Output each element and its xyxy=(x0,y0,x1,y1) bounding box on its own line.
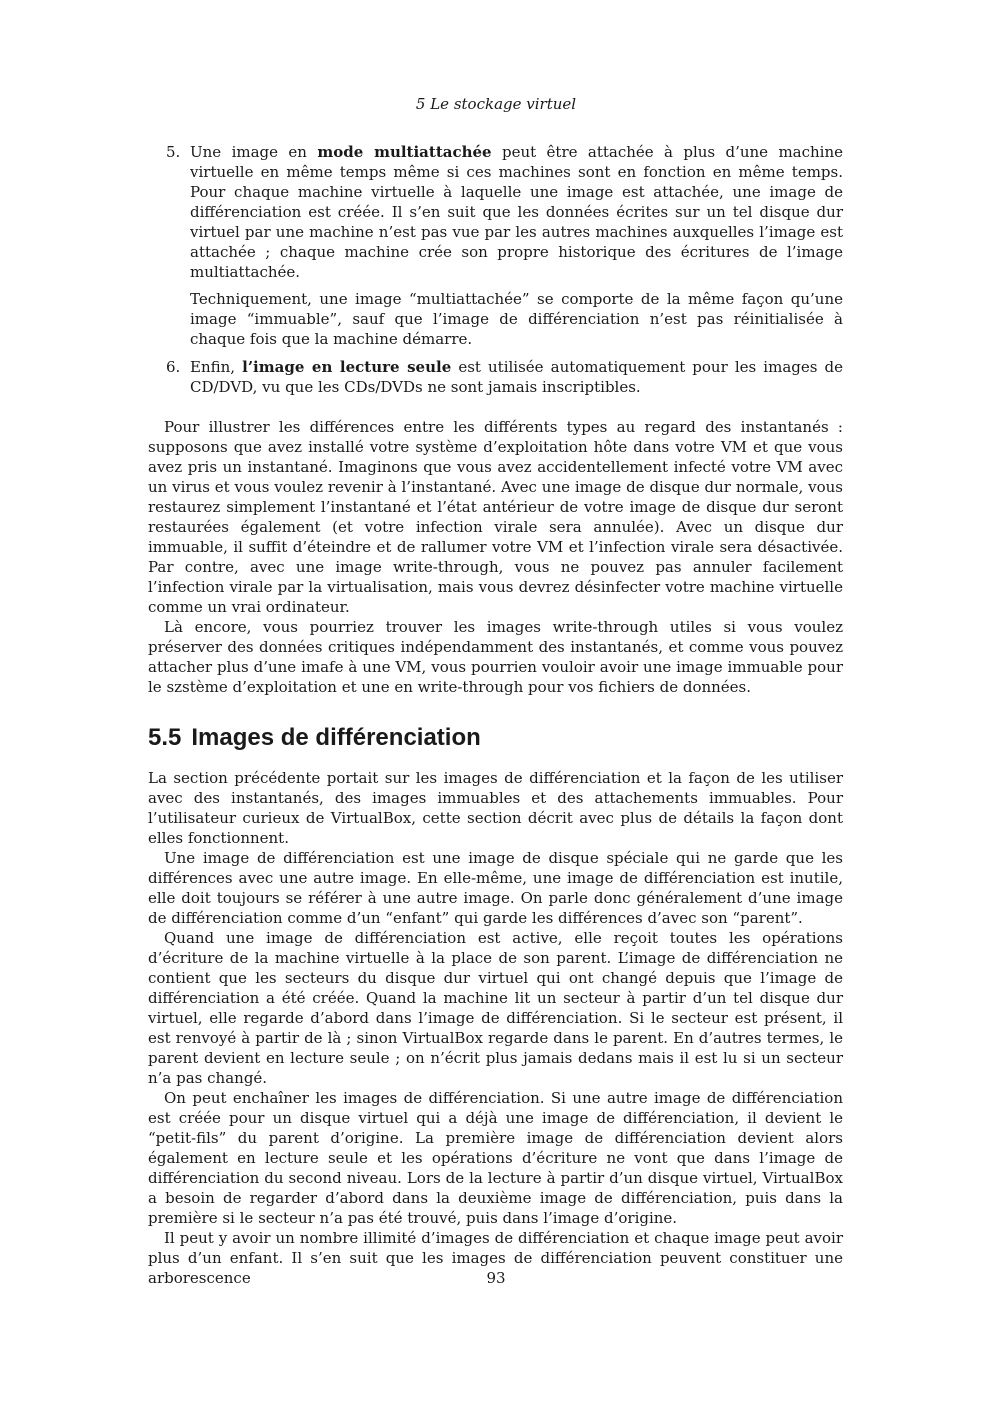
page-body xyxy=(148,142,843,1288)
bold-term: mode multiattachée xyxy=(317,143,492,161)
list-number: 5. xyxy=(166,143,181,161)
list-item-paragraph: Une image en mode multiattachée peut être attachée à plus d’une machine virtuelle en même temps même si ces machines sont en fonction en même temps. Pour chaque machine virtuelle à laquelle une image est attachée, une image de différenciation est créée. Il s’en suit que les données écrites sur un tel disque dur virtuel par une machine n’est pas vue par les autres machines auxquelles l’image est attachée ; chaque machine crée son propre historique des écritures de l’image multiattachée. xyxy=(190,143,844,281)
numbered-list xyxy=(148,142,843,397)
running-header: 5 Le stockage virtuel xyxy=(415,95,577,113)
list-item-paragraph: Enfin, l’image en lecture seule est utilisée automatiquement pour les images de CD/DVD, vu que les CDs/DVDs ne sont jamais inscriptibles. xyxy=(190,358,844,396)
body-paragraph: On peut enchaîner les images de différenciation. Si une autre image de différenciation est créée pour un disque virtuel qui a déjà une image de différenciation, il devient le “petit-fils” du parent d’origine. La première image de différenciation devient alors également en lecture seule et les opérations d’écriture ne vont que dans l’image de différenciation du second niveau. Lors de la lecture à partir d’un disque virtuel, VirtualBox a besoin de regarder d’abord dans la deuxième image de différenciation, puis dans la première si le secteur n’a pas été trouvé, puis dans l’image d’origine. xyxy=(148,1089,843,1227)
body-paragraph: Là encore, vous pourriez trouver les images write-through utiles si vous voulez préserver des données critiques indépendamment des instantanés, et comme vous pouvez attacher plus d’une imafe à une VM, vous pourrien vouloir avoir une image immuable pour le szstème d’exploitation et une en write-through pour vos fichiers de données. xyxy=(148,618,843,696)
body-paragraph: Pour illustrer les différences entre les différents types au regard des instantanés : supposons que avez installé votre système d’exploitation hôte dans votre VM et que vous avez pris un instantané. Imaginons que vous avez accidentellement infecté votre VM avec un virus et vous voulez revenir à l’instantané. Avec une image de disque dur normale, vous restaurez simplement l’instantané et l’état antérieur de votre image de disque dur seront restaurées également (et votre infection virale sera annulée). Avec un disque dur immuable, il suffit d’éteindre et de rallumer votre VM et l’infection virale sera désactivée. Par contre, avec une image write-through, vous ne pouvez pas annuler facilement l’infection virale par la virtualisation, mais vous devrez désinfecter votre machine virtuelle comme un vrai ordinateur. xyxy=(148,418,843,616)
list-item-5 xyxy=(148,142,843,349)
list-item-6 xyxy=(148,357,843,397)
list-item-paragraph: Techniquement, une image “multiattachée” se comporte de la même façon qu’une image “immuable”, sauf que l’image de différenciation n’est pas réinitialisée à chaque fois que la machine démarre. xyxy=(190,290,843,348)
section-number: 5.5 xyxy=(148,724,182,751)
body-paragraph: Une image de différenciation est une image de disque spéciale qui ne garde que les différences avec une autre image. En elle-même, une image de différenciation est inutile, elle doit toujours se référer à une autre image. On parle donc généralement d’une image de différenciation comme d’un “enfant” qui garde les différences d’avec son “parent”. xyxy=(148,849,843,927)
section-title: Images de différenciation xyxy=(191,724,481,751)
body-paragraph: La section précédente portait sur les images de différenciation et la façon de les utiliser avec des instantanés, des images immuables et des attachements immuables. Pour l’utilisateur curieux de VirtualBox, cette section décrit avec plus de détails la façon dont elles fonctionnent. xyxy=(148,769,843,847)
body-paragraph: Quand une image de différenciation est active, elle reçoit toutes les opérations d’écriture de la machine virtuelle à la place de son parent. L’image de différenciation ne contient que les secteurs du disque dur virtuel qui ont changé depuis que l’image de différenciation a été créée. Quand la machine lit un secteur à partir d’un tel disque dur virtuel, elle regarde d’abord dans l’image de différenciation. Si le secteur est présent, il est renvoyé à partir de là ; sinon VirtualBox regarde dans le parent. En d’autres termes, le parent devient en lecture seule ; on n’écrit plus jamais dedans mais il est lu si un secteur n’a pas changé. xyxy=(148,929,843,1087)
list-number: 6. xyxy=(166,358,181,376)
body-paragraph: Il peut y avoir un nombre illimité d’images de différenciation et chaque image peut avoir plus d’un enfant. Il s’en suit que les images de différenciation peuvent constituer une arborescence xyxy=(148,1229,843,1287)
page-number: 93 xyxy=(486,1269,506,1287)
bold-term: l’image en lecture seule xyxy=(242,358,452,376)
section-heading xyxy=(148,723,843,753)
